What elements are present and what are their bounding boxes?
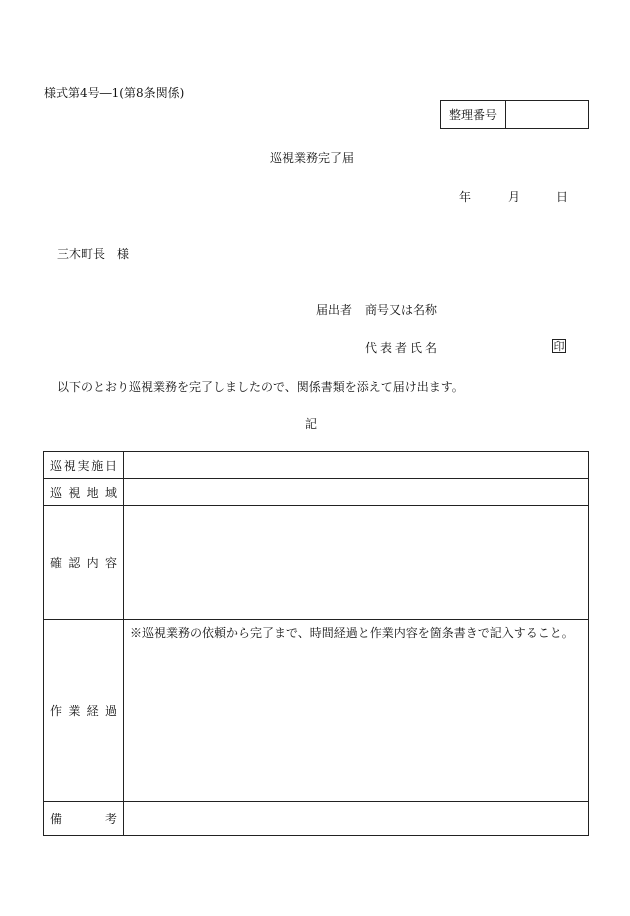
table-row bbox=[44, 506, 589, 620]
reference-number-field[interactable] bbox=[506, 101, 588, 128]
patrol-area-field[interactable] bbox=[124, 479, 589, 506]
report-table bbox=[43, 451, 589, 836]
representative-name-label: 代表者氏名 bbox=[365, 341, 441, 355]
reference-number-label: 整理番号 bbox=[441, 101, 506, 128]
work-progress-field[interactable]: ※巡視業務の依頼から完了まで、時間経過と作業内容を箇条書きで記入すること。 bbox=[124, 620, 589, 802]
table-row bbox=[44, 802, 589, 836]
document-title: 巡視業務完了届 bbox=[270, 151, 355, 165]
date-year-label: 年 bbox=[459, 190, 472, 204]
inspection-details-field[interactable] bbox=[124, 506, 589, 620]
reference-number-box bbox=[440, 100, 589, 129]
company-name-label: 商号又は名称 bbox=[365, 303, 438, 317]
date-month-label: 月 bbox=[508, 190, 521, 204]
remarks-field[interactable] bbox=[124, 802, 589, 836]
date-day-label: 日 bbox=[556, 190, 569, 204]
table-row bbox=[44, 452, 589, 479]
seal-mark: 印 bbox=[553, 339, 565, 353]
applicant-label: 届出者 bbox=[316, 303, 353, 317]
form-number: 様式第4号―1(第8条関係) bbox=[44, 86, 185, 100]
addressee: 三木町長 様 bbox=[57, 247, 130, 261]
ki-heading: 記 bbox=[305, 417, 318, 431]
work-progress-label: 作 業 経 過 bbox=[44, 620, 124, 802]
table-row bbox=[44, 620, 589, 802]
patrol-date-field[interactable] bbox=[124, 452, 589, 479]
remarks-label: 備 考 bbox=[44, 802, 124, 836]
table-row bbox=[44, 479, 589, 506]
patrol-area-label: 巡 視 地 域 bbox=[44, 479, 124, 506]
inspection-details-label: 確 認 内 容 bbox=[44, 506, 124, 620]
statement-text: 以下のとおり巡視業務を完了しましたので、関係書類を添えて届け出ます。 bbox=[57, 380, 464, 394]
patrol-date-label: 巡 視 実 施 日 bbox=[44, 452, 124, 479]
